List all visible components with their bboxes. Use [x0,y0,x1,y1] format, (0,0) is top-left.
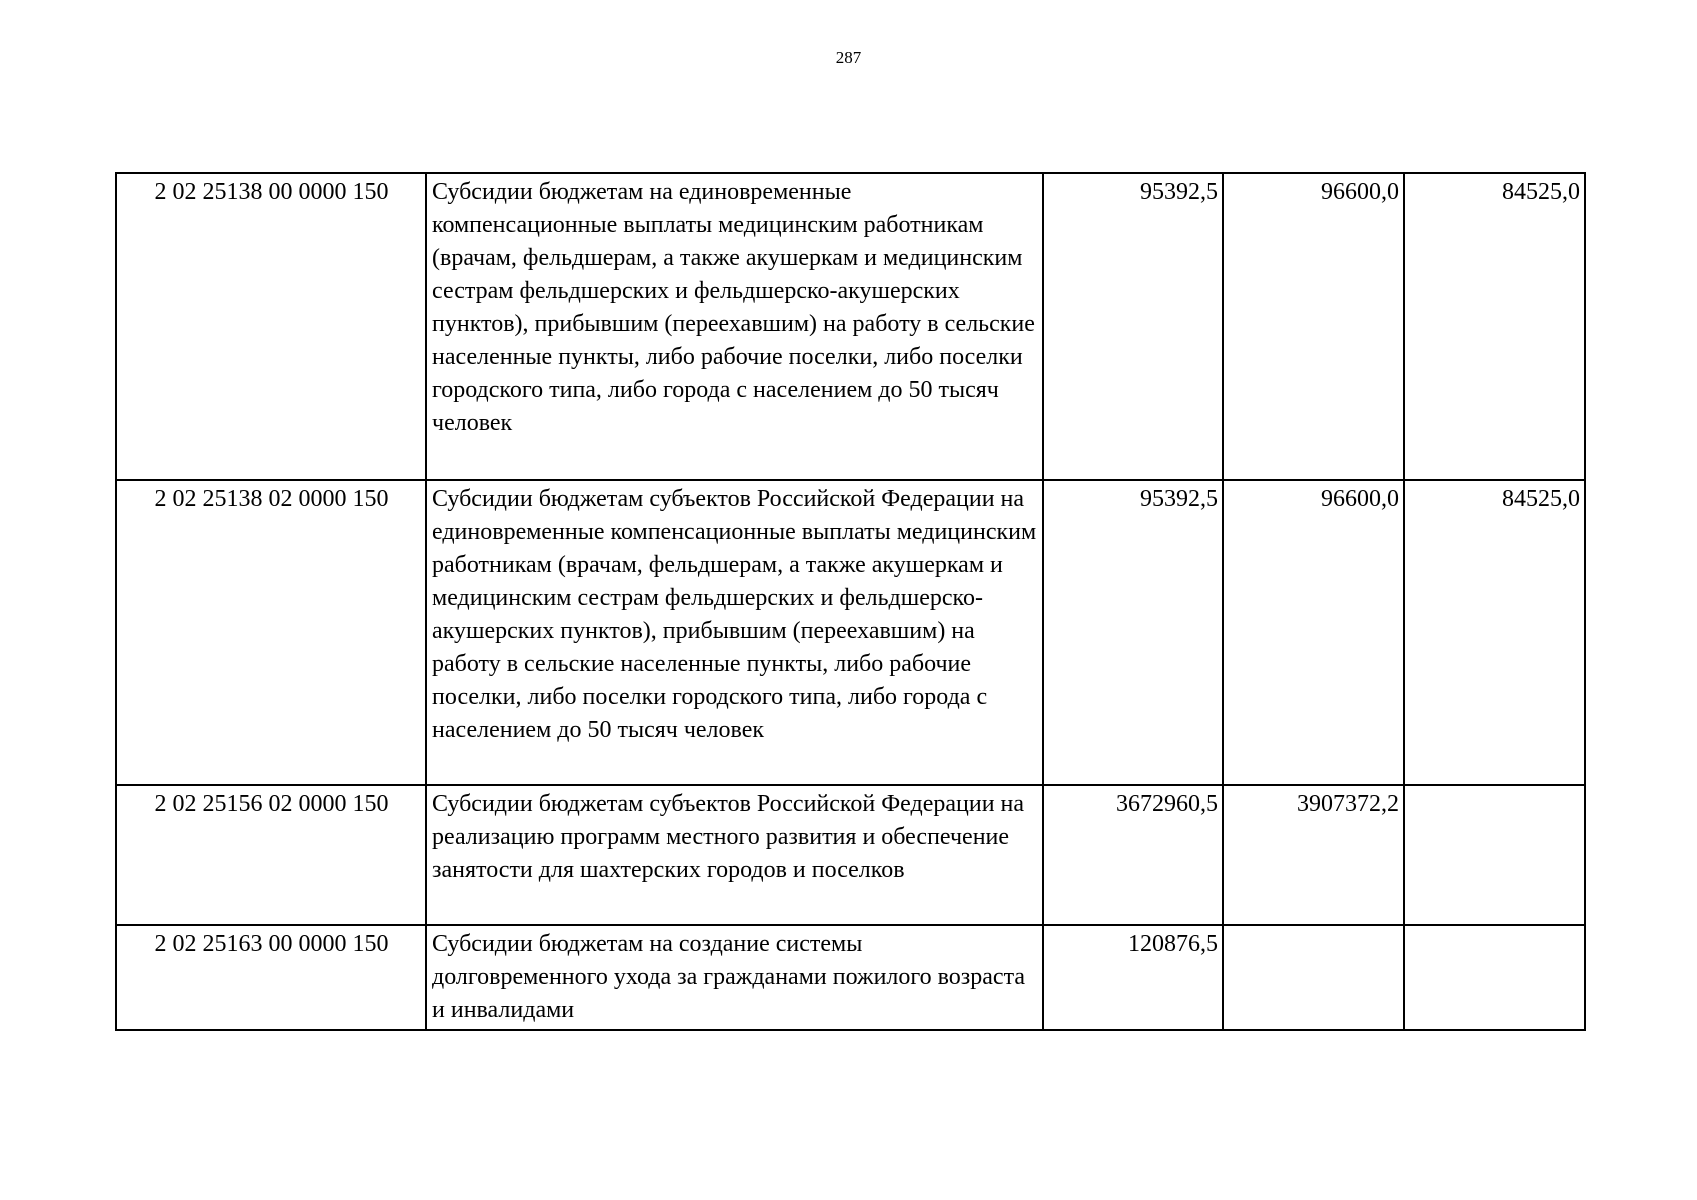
value-cell-3 [1404,925,1585,1030]
value-cell-2: 3907372,2 [1223,785,1404,925]
table-row [116,785,1585,925]
budget-table [115,172,1586,1031]
description-cell: Субсидии бюджетам на создание системы долговременного ухода за гражданами пожилого возраста и инвалидами [426,925,1043,1030]
description-cell: Субсидии бюджетам субъектов Российской Федерации на реализацию программ местного развития и обеспечение занятости для шахтерских городов и поселков [426,785,1043,925]
value-cell-2: 96600,0 [1223,480,1404,785]
value-cell-2: 96600,0 [1223,173,1404,480]
table-row [116,480,1585,785]
value-cell-2 [1223,925,1404,1030]
value-cell-1: 3672960,5 [1043,785,1223,925]
budget-code-cell: 2 02 25156 02 0000 150 [116,785,426,925]
description-cell: Субсидии бюджетам на единовременные компенсационные выплаты медицинским работникам (врачам, фельдшерам, а также акушеркам и медицинским сестрам фельдшерских и фельдшерско-акушерских пунктов), прибывшим (переехавшим) на работу в сельские населенные пункты, либо рабочие поселки, либо поселки городского типа, либо города с населением до 50 тысяч человек [426,173,1043,480]
value-cell-1: 120876,5 [1043,925,1223,1030]
value-cell-3 [1404,785,1585,925]
value-cell-3: 84525,0 [1404,480,1585,785]
budget-code-cell: 2 02 25138 00 0000 150 [116,173,426,480]
table-row [116,925,1585,1030]
table-row [116,173,1585,480]
value-cell-3: 84525,0 [1404,173,1585,480]
description-cell: Субсидии бюджетам субъектов Российской Федерации на единовременные компенсационные выплаты медицинским работникам (врачам, фельдшерам, а также акушеркам и медицинским сестрам фельдшерских и фельдшерско-акушерских пунктов), прибывшим (переехавшим) на работу в сельские населенные пункты, либо рабочие поселки, либо поселки городского типа, либо города с населением до 50 тысяч человек [426,480,1043,785]
page-number: 287 [835,48,862,67]
value-cell-1: 95392,5 [1043,480,1223,785]
budget-code-cell: 2 02 25138 02 0000 150 [116,480,426,785]
budget-code-cell: 2 02 25163 00 0000 150 [116,925,426,1030]
value-cell-1: 95392,5 [1043,173,1223,480]
